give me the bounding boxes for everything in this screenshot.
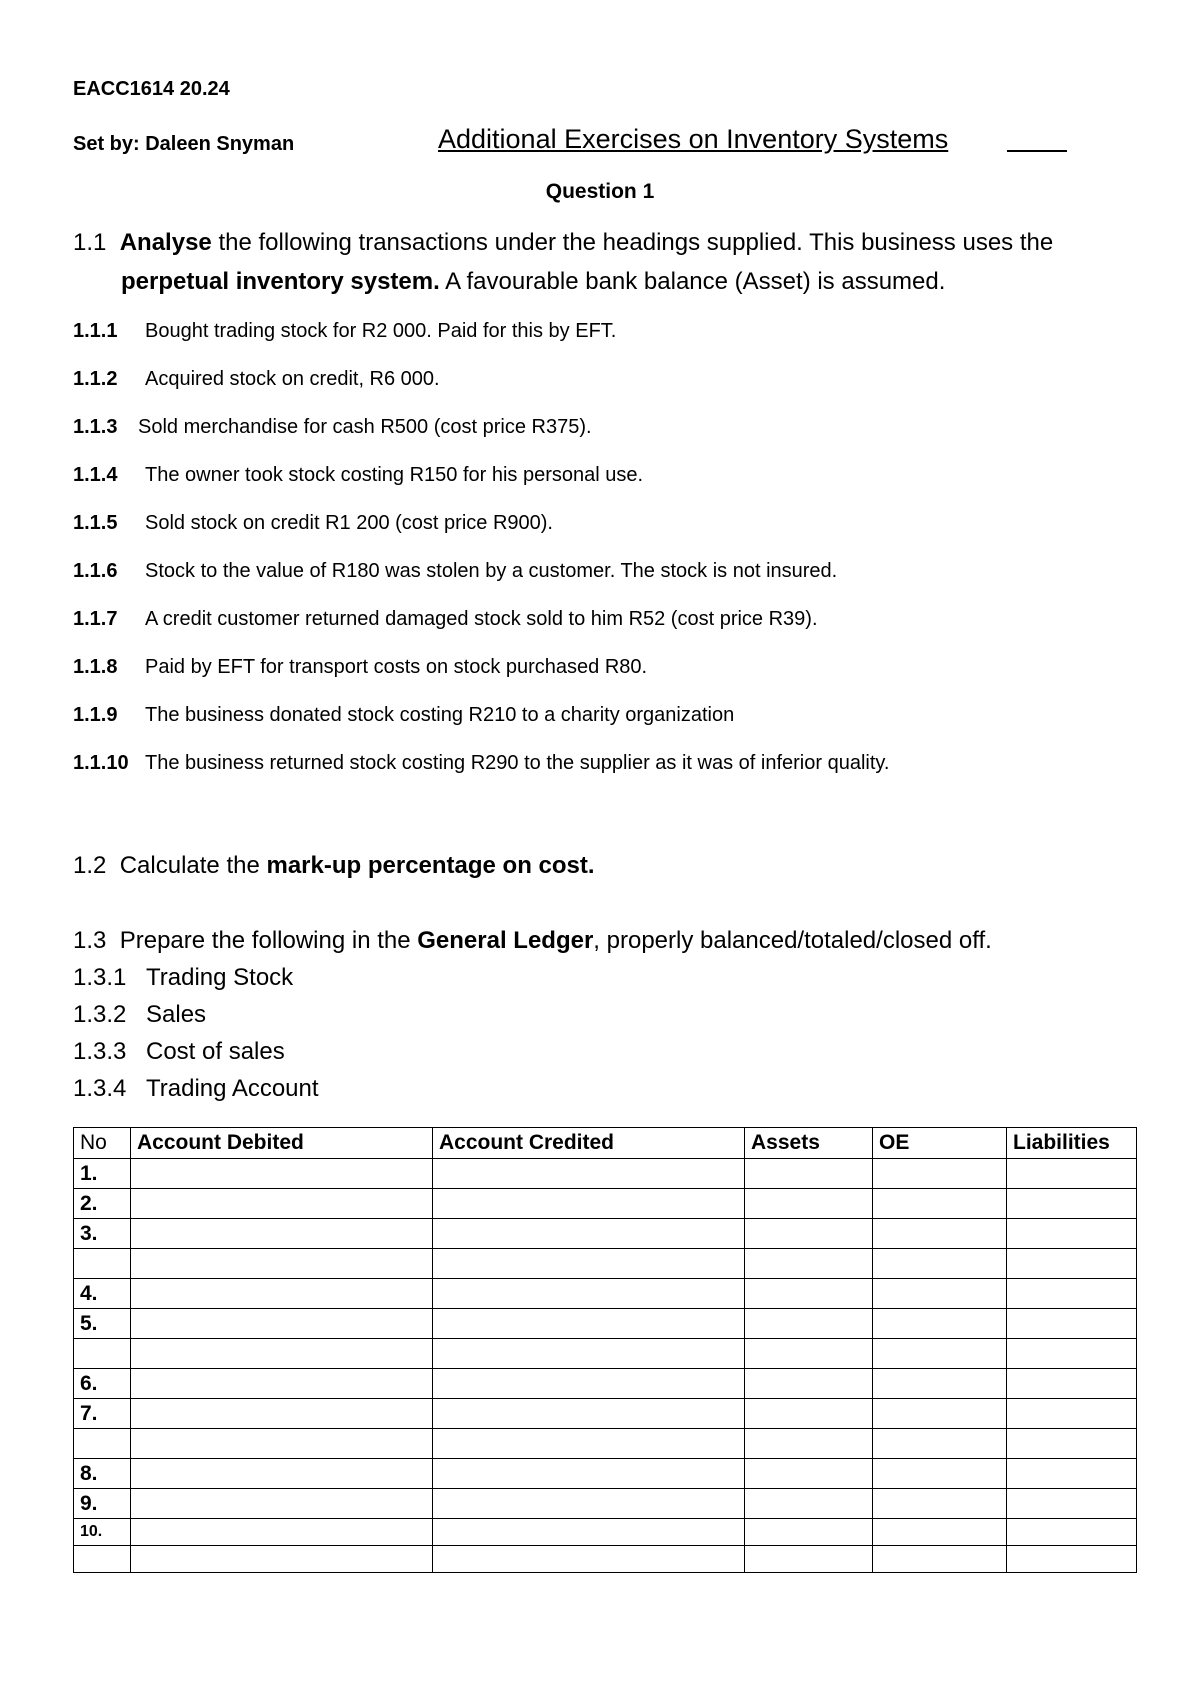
item-text: Sold stock on credit R1 200 (cost price R900).: [145, 512, 553, 534]
list-item: [73, 1001, 206, 1029]
table-cell[interactable]: [873, 1489, 1007, 1519]
table-cell[interactable]: [131, 1369, 433, 1399]
list-item: [73, 608, 818, 631]
column-header: Liabilities: [1007, 1128, 1137, 1159]
table-cell[interactable]: [745, 1279, 873, 1309]
table-cell[interactable]: [433, 1546, 745, 1573]
table-cell[interactable]: [873, 1399, 1007, 1429]
table-cell[interactable]: [745, 1489, 873, 1519]
item-text: Paid by EFT for transport costs on stock purchased R80.: [145, 656, 648, 678]
q1-2-number: 1.2: [73, 852, 107, 879]
item-number: 1.1.1: [73, 320, 118, 342]
item-text: Sold merchandise for cash R500 (cost price R375).: [138, 416, 592, 438]
table-cell[interactable]: [131, 1279, 433, 1309]
item-text: Cost of sales: [146, 1038, 285, 1065]
course-code: EACC1614 20.24: [73, 78, 230, 100]
table-row: [74, 1369, 1137, 1399]
table-cell[interactable]: [873, 1159, 1007, 1189]
table-cell[interactable]: [131, 1309, 433, 1339]
item-number: 1.1.9: [73, 704, 118, 726]
table-cell[interactable]: [1007, 1369, 1137, 1399]
table-cell[interactable]: [131, 1459, 433, 1489]
table-cell[interactable]: [433, 1489, 745, 1519]
list-item: [73, 416, 592, 439]
list-item: [73, 464, 643, 487]
table-cell[interactable]: [1007, 1429, 1137, 1459]
item-number: 1.1.4: [73, 464, 118, 486]
row-number: 2.: [74, 1189, 131, 1219]
table-cell[interactable]: [433, 1159, 745, 1189]
table-cell[interactable]: [131, 1519, 433, 1546]
row-number: 8.: [74, 1459, 131, 1489]
table-cell[interactable]: [873, 1459, 1007, 1489]
row-number: 5.: [74, 1309, 131, 1339]
table-cell[interactable]: [1007, 1249, 1137, 1279]
set-by: Set by: Daleen Snyman: [73, 133, 295, 155]
table-cell[interactable]: [433, 1369, 745, 1399]
list-item: [73, 320, 616, 343]
table-cell[interactable]: [433, 1429, 745, 1459]
item-number: 1.3.4: [73, 1075, 127, 1102]
list-item: [73, 656, 647, 679]
table-cell[interactable]: [745, 1309, 873, 1339]
list-item: [73, 964, 293, 992]
table-row: [74, 1159, 1137, 1189]
table-cell[interactable]: [131, 1429, 433, 1459]
row-number: [74, 1546, 131, 1573]
table-cell[interactable]: [131, 1399, 433, 1429]
item-number: 1.3.1: [73, 964, 127, 991]
table-cell[interactable]: [1007, 1159, 1137, 1189]
table-cell[interactable]: [873, 1279, 1007, 1309]
q1-1-text-b: A favourable bank balance (Asset) is assumed.: [439, 268, 946, 295]
q1-1-bold-perpetual: perpetual inventory system.: [121, 268, 440, 295]
q1-3-line: [73, 927, 992, 955]
item-text: The business donated stock costing R210 to a charity organization: [145, 704, 735, 726]
table-cell[interactable]: [745, 1219, 873, 1249]
table-cell[interactable]: [1007, 1519, 1137, 1546]
table-cell[interactable]: [873, 1219, 1007, 1249]
table-cell[interactable]: [1007, 1219, 1137, 1249]
table-cell[interactable]: [131, 1249, 433, 1279]
table-cell[interactable]: [1007, 1279, 1137, 1309]
table-cell[interactable]: [131, 1219, 433, 1249]
item-text: The business returned stock costing R290 to the supplier as it was of inferior quality.: [145, 752, 890, 774]
table-cell[interactable]: [1007, 1189, 1137, 1219]
table-row: [74, 1399, 1137, 1429]
table-cell[interactable]: [433, 1519, 745, 1546]
item-number: 1.1.5: [73, 512, 118, 534]
item-text: Trading Stock: [146, 964, 294, 991]
table-cell[interactable]: [131, 1159, 433, 1189]
q1-3-text-a: Prepare the following in the: [119, 927, 418, 954]
q1-3-text-b: , properly balanced/totaled/closed off.: [593, 927, 992, 954]
table-cell[interactable]: [131, 1546, 433, 1573]
q1-3-number: 1.3: [73, 927, 107, 954]
table-row: [74, 1339, 1137, 1369]
row-number: [74, 1429, 131, 1459]
item-number: 1.1.8: [73, 656, 118, 678]
table-cell[interactable]: [745, 1189, 873, 1219]
row-number: 6.: [74, 1369, 131, 1399]
q1-2-line: [73, 852, 595, 880]
table-cell[interactable]: [873, 1369, 1007, 1399]
table-row: [74, 1429, 1137, 1459]
item-number: 1.1.7: [73, 608, 118, 630]
row-number: [74, 1339, 131, 1369]
list-item: [73, 368, 440, 391]
q1-1-number: 1.1: [73, 229, 107, 256]
table-cell[interactable]: [873, 1249, 1007, 1279]
table-cell[interactable]: [1007, 1399, 1137, 1429]
table-cell[interactable]: [1007, 1459, 1137, 1489]
table-cell[interactable]: [873, 1309, 1007, 1339]
question-heading: Question 1: [545, 180, 655, 203]
item-number: 1.1.3: [73, 416, 118, 438]
table-cell[interactable]: [873, 1519, 1007, 1546]
table-cell[interactable]: [873, 1546, 1007, 1573]
table-header-row: [74, 1128, 1137, 1159]
analysis-table: [73, 1127, 1137, 1573]
table-cell[interactable]: [1007, 1546, 1137, 1573]
table-cell[interactable]: [745, 1369, 873, 1399]
table-cell[interactable]: [745, 1159, 873, 1189]
table-cell[interactable]: [131, 1339, 433, 1369]
table-cell[interactable]: [433, 1399, 745, 1429]
q1-1-line-2: [121, 268, 945, 296]
table-cell[interactable]: [873, 1339, 1007, 1369]
row-number: 9.: [74, 1489, 131, 1519]
item-number: 1.3.2: [73, 1001, 127, 1028]
row-number: [74, 1249, 131, 1279]
item-number: 1.1.2: [73, 368, 118, 390]
q1-1-text-a: the following transactions under the headings supplied. This business uses the: [211, 229, 1054, 256]
table-cell[interactable]: [433, 1339, 745, 1369]
row-number: 1.: [74, 1159, 131, 1189]
item-number: 1.3.3: [73, 1038, 127, 1065]
item-text: A credit customer returned damaged stock sold to him R52 (cost price R39).: [145, 608, 818, 630]
item-text: Acquired stock on credit, R6 000.: [145, 368, 440, 390]
list-item: [73, 560, 837, 583]
column-header: Account Credited: [433, 1128, 745, 1159]
list-item: [73, 752, 889, 775]
list-item: [73, 704, 734, 727]
table-cell[interactable]: [745, 1429, 873, 1459]
q1-1-line-1: [73, 229, 1053, 257]
table-row: [74, 1189, 1137, 1219]
item-text: Bought trading stock for R2 000. Paid for this by EFT.: [145, 320, 617, 342]
q1-2-text: Calculate the: [119, 852, 267, 879]
column-header: No: [74, 1128, 131, 1159]
item-text: Trading Account: [146, 1075, 319, 1102]
table-row: [74, 1279, 1137, 1309]
table-cell[interactable]: [745, 1519, 873, 1546]
row-number: 10.: [74, 1519, 131, 1546]
table-cell[interactable]: [873, 1189, 1007, 1219]
table-row: [74, 1309, 1137, 1339]
table-row: [74, 1249, 1137, 1279]
table-cell[interactable]: [873, 1429, 1007, 1459]
column-header: Account Debited: [131, 1128, 433, 1159]
table-cell[interactable]: [433, 1219, 745, 1249]
q1-2-bold: mark-up percentage on cost.: [266, 852, 595, 879]
table-cell[interactable]: [745, 1399, 873, 1429]
list-item: [73, 1075, 319, 1103]
table-cell[interactable]: [745, 1546, 873, 1573]
table-row: [74, 1519, 1137, 1546]
table-cell[interactable]: [433, 1279, 745, 1309]
table-cell[interactable]: [745, 1249, 873, 1279]
q1-3-bold: General Ledger: [417, 927, 594, 954]
column-header: Assets: [745, 1128, 873, 1159]
table-cell[interactable]: [1007, 1309, 1137, 1339]
list-item: [73, 1038, 285, 1066]
table-cell[interactable]: [1007, 1489, 1137, 1519]
table-cell[interactable]: [131, 1489, 433, 1519]
table-cell[interactable]: [433, 1249, 745, 1279]
column-header: OE: [873, 1128, 1007, 1159]
row-number: 4.: [74, 1279, 131, 1309]
table-row: [74, 1459, 1137, 1489]
document-title: Additional Exercises on Inventory Systems: [438, 124, 949, 154]
table-cell[interactable]: [745, 1459, 873, 1489]
row-number: 7.: [74, 1399, 131, 1429]
table-cell[interactable]: [433, 1459, 745, 1489]
table-cell[interactable]: [1007, 1339, 1137, 1369]
item-number: 1.1.6: [73, 560, 118, 582]
item-text: Stock to the value of R180 was stolen by a customer. The stock is not insured.: [145, 560, 838, 582]
table-row: [74, 1489, 1137, 1519]
list-item: [73, 512, 553, 535]
q1-1-bold-analyse: Analyse: [119, 229, 212, 256]
table-row: [74, 1546, 1137, 1573]
row-number: 3.: [74, 1219, 131, 1249]
item-text: The owner took stock costing R150 for his personal use.: [145, 464, 644, 486]
item-number: 1.1.10: [73, 752, 129, 774]
item-text: Sales: [146, 1001, 207, 1028]
table-cell[interactable]: [131, 1189, 433, 1219]
title-underline-extension: [1007, 150, 1067, 152]
table-cell[interactable]: [745, 1339, 873, 1369]
table-cell[interactable]: [433, 1189, 745, 1219]
table-cell[interactable]: [433, 1309, 745, 1339]
table-row: [74, 1219, 1137, 1249]
